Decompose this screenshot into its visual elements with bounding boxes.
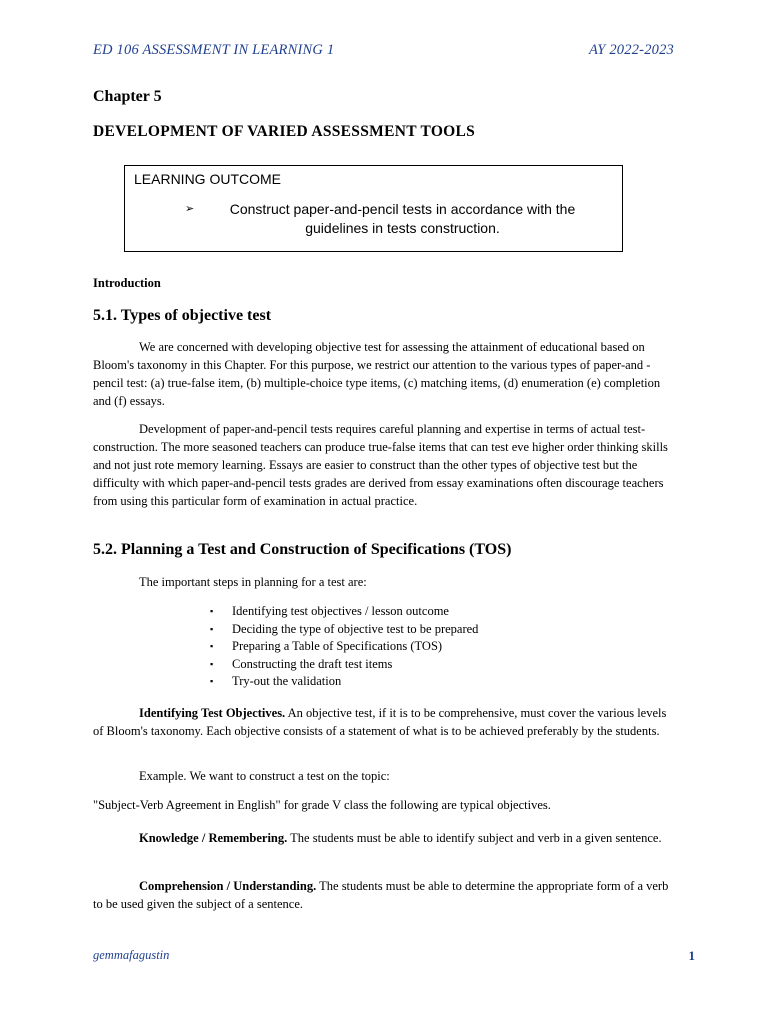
learning-outcome-heading: LEARNING OUTCOME	[134, 171, 282, 187]
list-item: ▪ Constructing the draft test items	[210, 656, 478, 674]
chapter-label: Chapter 5	[93, 88, 162, 105]
paragraph-identifying-objectives: Identifying Test Objectives. An objective test, if it is to be comprehensive, must cover the various levels of Bloom's taxonomy. Each objective consists of a statement of what is to be achieved preferably by the students.	[93, 706, 667, 738]
header-course: ED 106 ASSESSMENT IN LEARNING 1	[93, 42, 335, 58]
paragraph-test-development: Development of paper-and-pencil tests requires careful planning and expertise in terms of actual test-construction. The more seasoned teachers can produce true-false items that can test eve higher order thinking skills and not just rote memory learning. Essays are easier to construct than the other types of objective test but the difficulty with which paper-and-pencil tests grades are derived from essay examinations often discourage teachers from using this particular form of examination in actual practice.	[93, 422, 668, 508]
list-item: ▪ Deciding the type of objective test to be prepared	[210, 621, 478, 639]
lead-knowledge-remembering: Knowledge / Remembering.	[139, 831, 288, 845]
learning-outcome-box	[124, 165, 623, 252]
square-bullet-icon: ▪	[210, 606, 214, 616]
square-bullet-icon: ▪	[210, 676, 214, 686]
list-item: ▪ Try-out the validation	[210, 673, 478, 691]
lead-comprehension-understanding: Comprehension / Understanding.	[139, 879, 317, 893]
section-heading-planning-a-test: 5.2. Planning a Test and Construction of Specifications (TOS)	[93, 541, 512, 558]
steps-intro: The important steps in planning for a test are:	[139, 575, 367, 589]
arrow-bullet-icon: ➢	[185, 203, 195, 215]
footer-author: gemmafagustin	[93, 948, 170, 962]
paragraph-knowledge-remembering: Knowledge / Remembering. The students must be able to identify subject and verb in a given sentence.	[139, 831, 662, 845]
paragraph-example: Example. We want to construct a test on the topic:	[139, 769, 390, 783]
list-item: ▪ Preparing a Table of Specifications (TOS)	[210, 638, 478, 656]
list-item: ▪ Identifying test objectives / lesson outcome	[210, 603, 478, 621]
paragraph-topic: "Subject-Verb Agreement in English" for grade V class the following are typical objectives.	[93, 798, 551, 812]
paragraph-comprehension-understanding: Comprehension / Understanding. The students must be able to determine the appropriate form of a verb to be used given the subject of a sentence.	[93, 879, 669, 911]
chapter-title: DEVELOPMENT OF VARIED ASSESSMENT TOOLS	[93, 123, 476, 140]
lead-identifying-objectives: Identifying Test Objectives.	[139, 706, 286, 720]
section-heading-types-of-objective-test: 5.1. Types of objective test	[93, 307, 272, 324]
square-bullet-icon: ▪	[210, 623, 214, 634]
paragraph-types-overview: We are concerned with developing objective test for assessing the attainment of educational based on Bloom's taxonomy in this Chapter. For this purpose, we restrict our attention to the various types of paper-and -pencil test: (a) true-false item, (b) multiple-choice type items, (c) matching items, (d) enumeration (e) completion and (f) essays.	[93, 340, 661, 408]
introduction-heading: Introduction	[93, 276, 161, 290]
header-academic-year: AY 2022-2023	[589, 42, 674, 58]
square-bullet-icon: ▪	[210, 641, 214, 651]
square-bullet-icon: ▪	[210, 658, 214, 669]
page-number: 1	[688, 948, 695, 963]
planning-steps-list	[210, 603, 478, 691]
learning-outcome-text: Construct paper-and-pencil tests in accordance with the guidelines in tests construction.	[229, 201, 576, 236]
